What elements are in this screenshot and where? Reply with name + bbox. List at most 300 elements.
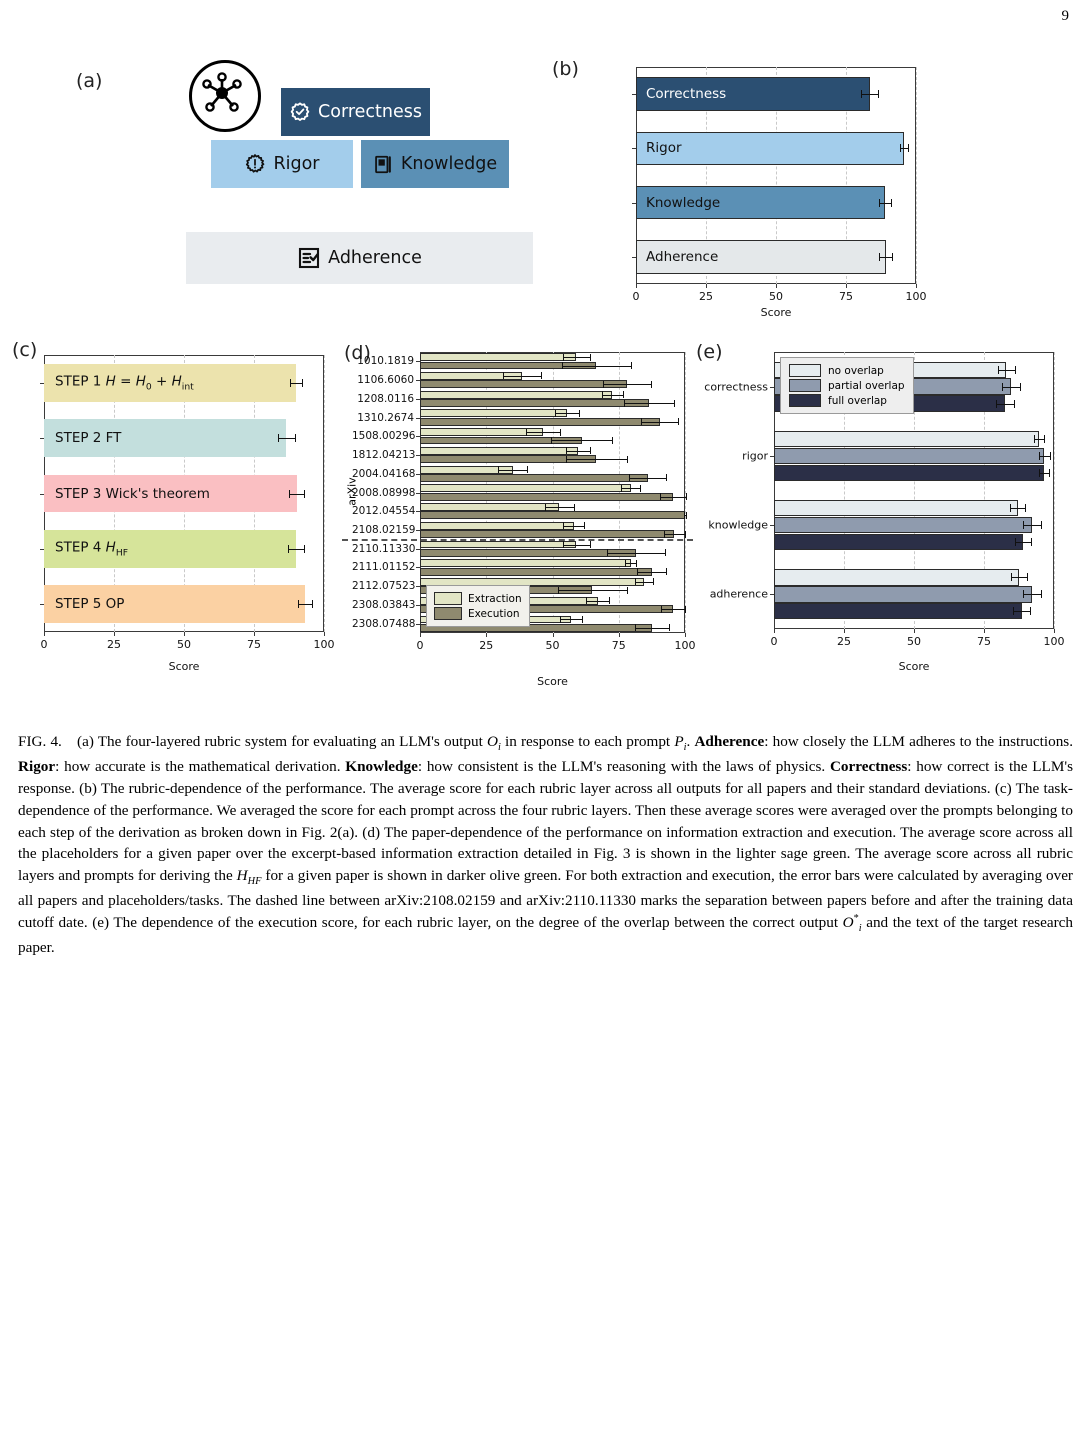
page-number: 9 xyxy=(1061,8,1069,24)
errorcap-hi-1-11 xyxy=(666,568,667,575)
yticklabel-2111.01152: 2111.01152 xyxy=(352,561,416,574)
errorbar-extraction-2012.04554 xyxy=(545,507,574,508)
ytick-correctness xyxy=(770,387,774,388)
errorbar-execution-1208.0116 xyxy=(624,403,674,404)
bar-extraction-2110.11330 xyxy=(420,541,576,549)
ytick-9 xyxy=(416,530,420,531)
bar-execution-1310.2674 xyxy=(420,418,660,426)
errorcap-lo-1-11 xyxy=(637,568,638,575)
yticklabel-1812.04213: 1812.04213 xyxy=(352,449,416,462)
errorcap-hi-1-5 xyxy=(627,456,628,463)
xtick-0 xyxy=(44,632,45,636)
bar-execution-1208.0116 xyxy=(420,399,649,407)
errorcap-hi-2-0 xyxy=(1014,400,1015,408)
caption-segment-2: i xyxy=(497,742,501,754)
xtick-100 xyxy=(324,632,325,636)
errorcap-hi-0-14 xyxy=(582,616,583,623)
ytick-1 xyxy=(632,148,636,149)
errorbar-full-overlap-rigor xyxy=(1039,473,1049,474)
errorbar-knowledge xyxy=(879,203,891,204)
errorbar-extraction-1310.2674 xyxy=(555,413,579,414)
panel-c-step-scores xyxy=(8,335,348,685)
errorbar-partial-overlap-adherence xyxy=(1023,594,1041,595)
yticklabel-2012.04554: 2012.04554 xyxy=(352,505,416,518)
errorcap-lo-1-3 xyxy=(1023,590,1024,598)
errorcap-hi-1-10 xyxy=(665,549,666,556)
panel-c-label: (c) xyxy=(12,339,38,361)
errorcap-hi-1-13 xyxy=(685,606,686,613)
errorbar-execution-2008.08998 xyxy=(660,497,687,498)
caption-segment-13: Correctness xyxy=(829,757,908,775)
errorbar-execution-2308.03843 xyxy=(661,609,685,610)
exclamation-burst-icon xyxy=(244,153,266,175)
xticklabel-75: 75 xyxy=(611,639,626,652)
bar-extraction-2012.04554 xyxy=(420,503,559,511)
legend-label-full-overlap: full overlap xyxy=(828,394,887,407)
bar-full-overlap-knowledge xyxy=(774,534,1023,550)
checklist-icon xyxy=(297,246,321,270)
xticklabel-100: 100 xyxy=(1043,635,1065,648)
errorbar-extraction-1106.6060 xyxy=(503,376,540,377)
panel-e-legend xyxy=(780,357,914,414)
panel-d-xlabel: Score xyxy=(537,675,568,688)
errorcap-lo-0-12 xyxy=(635,578,636,585)
errorcap-lo-1-0 xyxy=(562,362,563,369)
errorbar-extraction-1010.1819 xyxy=(563,357,590,358)
ytick-13 xyxy=(416,605,420,606)
rubric-box-adherence-label: Adherence xyxy=(328,248,422,268)
errorbar-execution-1508.00296 xyxy=(551,440,612,441)
figure-caption xyxy=(18,731,1073,959)
bar-full-overlap-rigor xyxy=(774,465,1044,481)
caption-segment-0: (a) The four-layered rubric system for evaluating an LLM's output xyxy=(77,733,487,750)
rubric-box-adherence xyxy=(186,232,533,284)
ytick-3 xyxy=(416,418,420,419)
legend-swatch-full-overlap xyxy=(789,394,821,407)
errorcap-hi-0-13 xyxy=(609,597,610,604)
errorcap-lo-0-2 xyxy=(1010,504,1011,512)
bar-execution-2008.08998 xyxy=(420,493,673,501)
bar-execution-1106.6060 xyxy=(420,380,627,388)
ytick-10 xyxy=(416,549,420,550)
errorcap-lo-2-2 xyxy=(1015,538,1016,546)
ytick-knowledge xyxy=(770,525,774,526)
errorcap-hi-1-1 xyxy=(651,381,652,388)
bar-label-step-3: STEP 3 Wick's theorem xyxy=(55,485,210,502)
bar-label-step-4: STEP 4 $H_{HF}$ xyxy=(55,539,129,559)
panel-d-ylabel: arXiv xyxy=(345,477,359,506)
legend-label-no-overlap: no overlap xyxy=(828,364,884,377)
errorcap-lo-1-12 xyxy=(558,587,559,594)
rubric-box-rigor xyxy=(211,140,353,188)
errorbar-no-overlap-correctness xyxy=(998,370,1015,371)
yticklabel-2110.11330: 2110.11330 xyxy=(352,542,416,555)
errorbar-extraction-2112.07523 xyxy=(635,582,654,583)
bar-label-correctness: Correctness xyxy=(646,86,727,103)
errorcap-hi-1-7 xyxy=(686,493,687,500)
errorcap-hi-0-3 xyxy=(579,410,580,417)
errorcap-lo-1-7 xyxy=(660,493,661,500)
xticklabel-0: 0 xyxy=(416,639,424,652)
ytick-0 xyxy=(632,94,636,95)
yticklabel-2108.02159: 2108.02159 xyxy=(352,523,416,536)
caption-segment-12: : how consistent is the LLM's reasoning with the laws of physics. xyxy=(417,757,830,775)
xticklabel-0: 0 xyxy=(40,638,48,651)
errorbar-step-4 xyxy=(288,549,304,550)
ytick-0 xyxy=(416,361,420,362)
errorbar-full-overlap-knowledge xyxy=(1015,542,1031,543)
errorbar-extraction-2308.03843 xyxy=(586,601,610,602)
yticklabel-correctness: correctness xyxy=(704,380,768,394)
errorcap-lo-1-4 xyxy=(551,437,552,444)
panel-d-legend xyxy=(426,585,530,627)
errorbar-rigor xyxy=(900,148,908,149)
errorcap-hi-0-1 xyxy=(541,372,542,379)
caption-segment-1: O xyxy=(486,733,498,750)
xticklabel-50: 50 xyxy=(177,638,191,651)
errorcap-lo-0-3 xyxy=(555,410,556,417)
bar-extraction-1208.0116 xyxy=(420,391,612,399)
xtick-0 xyxy=(420,633,421,637)
caption-segment-6: . xyxy=(686,733,695,750)
panel-d-label: (d) xyxy=(344,342,371,364)
panel-b-rubric-scores xyxy=(540,50,940,320)
panel-c-axes xyxy=(44,355,324,632)
errorcap-hi-1 xyxy=(908,144,909,152)
errorbar-extraction-2008.08998 xyxy=(621,488,640,489)
ytick-3 xyxy=(632,257,636,258)
legend-item-full-overlap xyxy=(789,394,905,407)
errorcap-lo-1-6 xyxy=(629,474,630,481)
errorcap-lo-0-14 xyxy=(560,616,561,623)
xticklabel-75: 75 xyxy=(839,290,853,303)
xticklabel-25: 25 xyxy=(699,290,713,303)
errorcap-hi-0-7 xyxy=(640,485,641,492)
yticklabel-1508.00296: 1508.00296 xyxy=(352,430,416,443)
errorcap-lo-0-10 xyxy=(563,541,564,548)
errorbar-extraction-2308.07488 xyxy=(560,619,581,620)
yticklabel-2112.07523: 2112.07523 xyxy=(352,580,416,593)
xticklabel-100: 100 xyxy=(905,290,927,303)
errorcap-lo-2-1 xyxy=(1039,469,1040,477)
errorcap-hi-0-9 xyxy=(584,522,585,529)
errorcap-hi-1-2 xyxy=(674,400,675,407)
xtick-75 xyxy=(846,284,847,288)
errorcap-lo-0-1 xyxy=(503,372,504,379)
caption-segment-3: in response to each prompt xyxy=(500,733,675,750)
bar-extraction-2008.08998 xyxy=(420,484,631,492)
xtick-75 xyxy=(984,629,985,633)
errorcap-hi-2 xyxy=(891,199,892,207)
ytick-4 xyxy=(40,604,44,605)
errorbar-no-overlap-adherence xyxy=(1011,577,1028,578)
xtick-50 xyxy=(553,633,554,637)
errorcap-hi-1-0 xyxy=(1020,383,1021,391)
xticklabel-25: 25 xyxy=(107,638,121,651)
errorcap-hi-1-3 xyxy=(678,418,679,425)
errorbar-extraction-2108.02159 xyxy=(563,526,584,527)
ytick-12 xyxy=(416,586,420,587)
xtick-0 xyxy=(774,629,775,633)
errorcap-hi-0-0 xyxy=(590,354,591,361)
training-cutoff-separator xyxy=(342,539,693,541)
errorcap-lo-1-13 xyxy=(661,606,662,613)
xticklabel-75: 75 xyxy=(977,635,991,648)
errorcap-hi-1-3 xyxy=(1041,590,1042,598)
errorcap-lo-0-8 xyxy=(545,504,546,511)
caption-segment-4: P xyxy=(674,733,684,750)
bar-partial-overlap-knowledge xyxy=(774,517,1032,533)
panel-e-axes xyxy=(774,352,1054,629)
errorcap-lo-1-14 xyxy=(635,624,636,631)
rubric-box-knowledge-label: Knowledge xyxy=(400,154,498,174)
xticklabel-25: 25 xyxy=(479,639,494,652)
bar-label-step-2: STEP 2 FT xyxy=(55,430,122,447)
errorcap-lo-0 xyxy=(290,379,291,387)
caption-segment-11: Knowledge xyxy=(345,757,418,775)
errorcap-lo-1-2 xyxy=(1023,521,1024,529)
errorbar-full-overlap-adherence xyxy=(1013,611,1030,612)
legend-item-execution xyxy=(434,607,522,620)
xticklabel-0: 0 xyxy=(770,635,778,648)
bar-label-adherence: Adherence xyxy=(646,248,719,265)
xtick-25 xyxy=(706,284,707,288)
ytick-2 xyxy=(632,203,636,204)
errorcap-lo-1-1 xyxy=(1039,452,1040,460)
xtick-25 xyxy=(844,629,845,633)
errorcap-lo-0 xyxy=(861,90,862,98)
errorbar-execution-1310.2674 xyxy=(641,422,678,423)
caption-segment-10: : how accurate is the mathematical derivation. xyxy=(55,757,346,775)
errorcap-hi-0-5 xyxy=(590,447,591,454)
errorbar-execution-2308.07488 xyxy=(635,628,669,629)
errorbar-extraction-1208.0116 xyxy=(602,395,623,396)
errorbar-full-overlap-correctness xyxy=(996,404,1014,405)
errorcap-hi-1-4 xyxy=(612,437,613,444)
yticklabel-2308.07488: 2308.07488 xyxy=(352,617,416,630)
xticklabel-50: 50 xyxy=(907,635,921,648)
errorbar-execution-2110.11330 xyxy=(607,553,665,554)
errorcap-hi-1-14 xyxy=(669,624,670,631)
network-nodes-icon xyxy=(189,60,261,132)
yticklabel-rigor: rigor xyxy=(742,449,768,463)
bar-no-overlap-rigor xyxy=(774,431,1039,447)
legend-swatch-partial-overlap xyxy=(789,379,821,392)
bar-extraction-2108.02159 xyxy=(420,522,574,530)
yticklabel-1010.1819: 1010.1819 xyxy=(357,355,414,368)
errorcap-lo-1-2 xyxy=(624,400,625,407)
xtick-50 xyxy=(776,284,777,288)
ytick-0 xyxy=(40,383,44,384)
xticklabel-100: 100 xyxy=(674,639,696,652)
panel-e-xlabel: Score xyxy=(898,660,930,673)
bar-execution-2111.01152 xyxy=(420,568,652,576)
book-icon xyxy=(373,154,394,175)
errorcap-lo-0-5 xyxy=(566,447,567,454)
rubric-box-knowledge xyxy=(361,140,509,188)
caption-figure-number: FIG. 4. xyxy=(18,733,78,750)
caption-segment-19: * xyxy=(853,913,859,925)
errorcap-lo-0-4 xyxy=(526,429,527,436)
bar-execution-2108.02159 xyxy=(420,530,674,538)
errorcap-hi-0-1 xyxy=(1044,435,1045,443)
panel-d-paper-scores xyxy=(340,335,700,700)
xtick-75 xyxy=(619,633,620,637)
caption-segment-8: : how closely the LLM adheres to the instructions. xyxy=(764,733,1074,750)
errorcap-hi-0-0 xyxy=(1015,366,1016,374)
errorbar-execution-2004.04168 xyxy=(629,478,666,479)
errorbar-no-overlap-rigor xyxy=(1034,439,1044,440)
gridline-100 xyxy=(1054,352,1055,629)
bar-label-knowledge: Knowledge xyxy=(646,194,721,211)
errorcap-hi-3 xyxy=(892,253,893,261)
errorcap-hi-0-12 xyxy=(653,578,654,585)
errorcap-hi-2-2 xyxy=(1031,538,1032,546)
errorcap-hi-0-2 xyxy=(623,391,624,398)
errorcap-hi-1-2 xyxy=(1041,521,1042,529)
errorcap-hi-1-1 xyxy=(1050,452,1051,460)
errorcap-lo-1-0 xyxy=(1002,383,1003,391)
errorcap-lo-0-13 xyxy=(586,597,587,604)
legend-item-partial-overlap xyxy=(789,379,905,392)
legend-swatch-no-overlap xyxy=(789,364,821,377)
bar-label-rigor: Rigor xyxy=(646,140,682,157)
ytick-2 xyxy=(40,494,44,495)
errorcap-hi-0-3 xyxy=(1027,573,1028,581)
ytick-4 xyxy=(416,436,420,437)
errorbar-extraction-1812.04213 xyxy=(566,451,590,452)
ytick-5 xyxy=(416,455,420,456)
ytick-1 xyxy=(40,438,44,439)
errorcap-hi-2-3 xyxy=(1030,607,1031,615)
errorcap-hi-1-0 xyxy=(631,362,632,369)
errorcap-hi-0-11 xyxy=(636,560,637,567)
caption-segment-7: Adherence xyxy=(694,733,765,750)
errorcap-hi-0 xyxy=(878,90,879,98)
errorbar-partial-overlap-rigor xyxy=(1039,456,1050,457)
errorbar-extraction-2111.01152 xyxy=(625,563,636,564)
yticklabel-2008.08998: 2008.08998 xyxy=(352,486,416,499)
bar-extraction-1310.2674 xyxy=(420,409,567,417)
errorcap-lo-0-6 xyxy=(498,466,499,473)
errorcap-lo-1-1 xyxy=(603,381,604,388)
errorcap-lo-0-0 xyxy=(998,366,999,374)
ytick-6 xyxy=(416,474,420,475)
errorcap-lo-0-7 xyxy=(621,485,622,492)
errorcap-lo-2 xyxy=(879,199,880,207)
errorbar-extraction-2110.11330 xyxy=(563,545,590,546)
caption-segment-16: HF xyxy=(247,876,262,888)
errorcap-hi-0-4 xyxy=(560,429,561,436)
errorbar-correctness xyxy=(861,94,878,95)
errorcap-hi-1-6 xyxy=(666,474,667,481)
legend-label-partial-overlap: partial overlap xyxy=(828,379,905,392)
xtick-25 xyxy=(486,633,487,637)
errorcap-hi-3 xyxy=(304,545,305,553)
errorbar-execution-2111.01152 xyxy=(637,572,666,573)
bar-execution-2110.11330 xyxy=(420,549,636,557)
xticklabel-50: 50 xyxy=(769,290,783,303)
bar-execution-2004.04168 xyxy=(420,474,648,482)
caption-segment-21: and the text of the target research paper. xyxy=(18,914,1073,957)
bar-no-overlap-knowledge xyxy=(774,500,1018,516)
errorcap-lo-1-5 xyxy=(566,456,567,463)
gridline-100 xyxy=(324,355,325,632)
caption-segment-9: Rigor xyxy=(18,757,56,775)
xtick-100 xyxy=(1054,629,1055,633)
bar-extraction-2111.01152 xyxy=(420,559,631,567)
panel-a-label: (a) xyxy=(76,70,103,92)
errorcap-lo-1-10 xyxy=(607,549,608,556)
gridline-100 xyxy=(916,67,917,284)
xtick-100 xyxy=(916,284,917,288)
rubric-box-rigor-label: Rigor xyxy=(273,154,320,174)
errorcap-lo-2-0 xyxy=(996,400,997,408)
bar-partial-overlap-rigor xyxy=(774,448,1044,464)
errorcap-lo-0-2 xyxy=(602,391,603,398)
errorcap-hi-1-8 xyxy=(686,512,687,519)
legend-item-extraction xyxy=(434,592,522,605)
xtick-75 xyxy=(254,632,255,636)
legend-swatch-execution xyxy=(434,607,462,620)
errorcap-lo-0-0 xyxy=(563,354,564,361)
rubric-box-correctness xyxy=(281,88,430,136)
errorbar-partial-overlap-knowledge xyxy=(1023,525,1041,526)
errorbar-no-overlap-knowledge xyxy=(1010,508,1025,509)
errorbar-adherence xyxy=(879,257,892,258)
caption-segment-20: i xyxy=(858,923,862,935)
ytick-adherence xyxy=(770,594,774,595)
panel-e-label: (e) xyxy=(696,341,723,363)
yticklabel-1106.6060: 1106.6060 xyxy=(357,374,414,387)
legend-label-execution: Execution xyxy=(468,607,520,620)
ytick-rigor xyxy=(770,456,774,457)
errorbar-extraction-2004.04168 xyxy=(498,470,527,471)
errorcap-lo-1-9 xyxy=(664,531,665,538)
caption-segment-18: O xyxy=(842,914,854,932)
caption-segment-15: H xyxy=(236,867,248,885)
errorbar-execution-1812.04213 xyxy=(566,459,627,460)
errorcap-lo-1 xyxy=(900,144,901,152)
errorcap-hi-1 xyxy=(295,434,296,442)
xtick-50 xyxy=(914,629,915,633)
rubric-box-correctness-label: Correctness xyxy=(318,102,422,122)
ytick-2 xyxy=(416,399,420,400)
bar-no-overlap-adherence xyxy=(774,569,1019,585)
xticklabel-25: 25 xyxy=(837,635,851,648)
ytick-1 xyxy=(416,380,420,381)
xticklabel-100: 100 xyxy=(313,638,335,651)
yticklabel-1208.0116: 1208.0116 xyxy=(357,392,414,405)
ytick-8 xyxy=(416,511,420,512)
bar-extraction-1812.04213 xyxy=(420,447,578,455)
errorbar-execution-1010.1819 xyxy=(562,366,631,367)
errorcap-lo-1 xyxy=(278,434,279,442)
ytick-3 xyxy=(40,549,44,550)
errorcap-lo-0-1 xyxy=(1034,435,1035,443)
panel-a-rubric-diagram xyxy=(0,40,560,310)
errorcap-hi-2 xyxy=(304,490,305,498)
xticklabel-0: 0 xyxy=(632,290,640,303)
bar-full-overlap-adherence xyxy=(774,603,1022,619)
errorcap-lo-3 xyxy=(288,545,289,553)
errorcap-hi-0 xyxy=(302,379,303,387)
errorbar-execution-1106.6060 xyxy=(603,384,651,385)
errorcap-lo-4 xyxy=(298,600,299,608)
gear-check-icon xyxy=(289,101,311,123)
errorcap-hi-0-10 xyxy=(590,541,591,548)
xtick-25 xyxy=(114,632,115,636)
